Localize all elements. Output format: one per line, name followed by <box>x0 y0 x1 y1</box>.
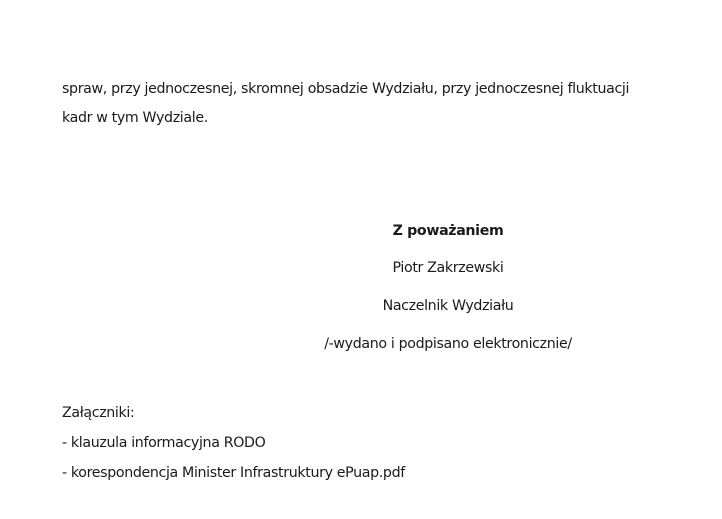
signatory-name: Piotr Zakrzewski <box>392 260 504 276</box>
attachment-item: - klauzula informacyjna RODO <box>62 435 266 451</box>
signatory-position: Naczelnik Wydziału <box>382 298 514 314</box>
attachment-item: - korespondencja Minister Infrastruktury ePuap.pdf <box>62 465 405 481</box>
attachments-heading: Załączniki: <box>62 405 135 421</box>
body-line-2: kadr w tym Wydziale. <box>62 110 208 126</box>
electronic-signature-note: /-wydano i podpisano elektronicznie/ <box>324 336 572 352</box>
closing-salutation: Z poważaniem <box>392 223 504 239</box>
body-line-1: spraw, przy jednoczesnej, skromnej obsadzie Wydziału, przy jednoczesnej fluktuacji <box>62 81 630 97</box>
